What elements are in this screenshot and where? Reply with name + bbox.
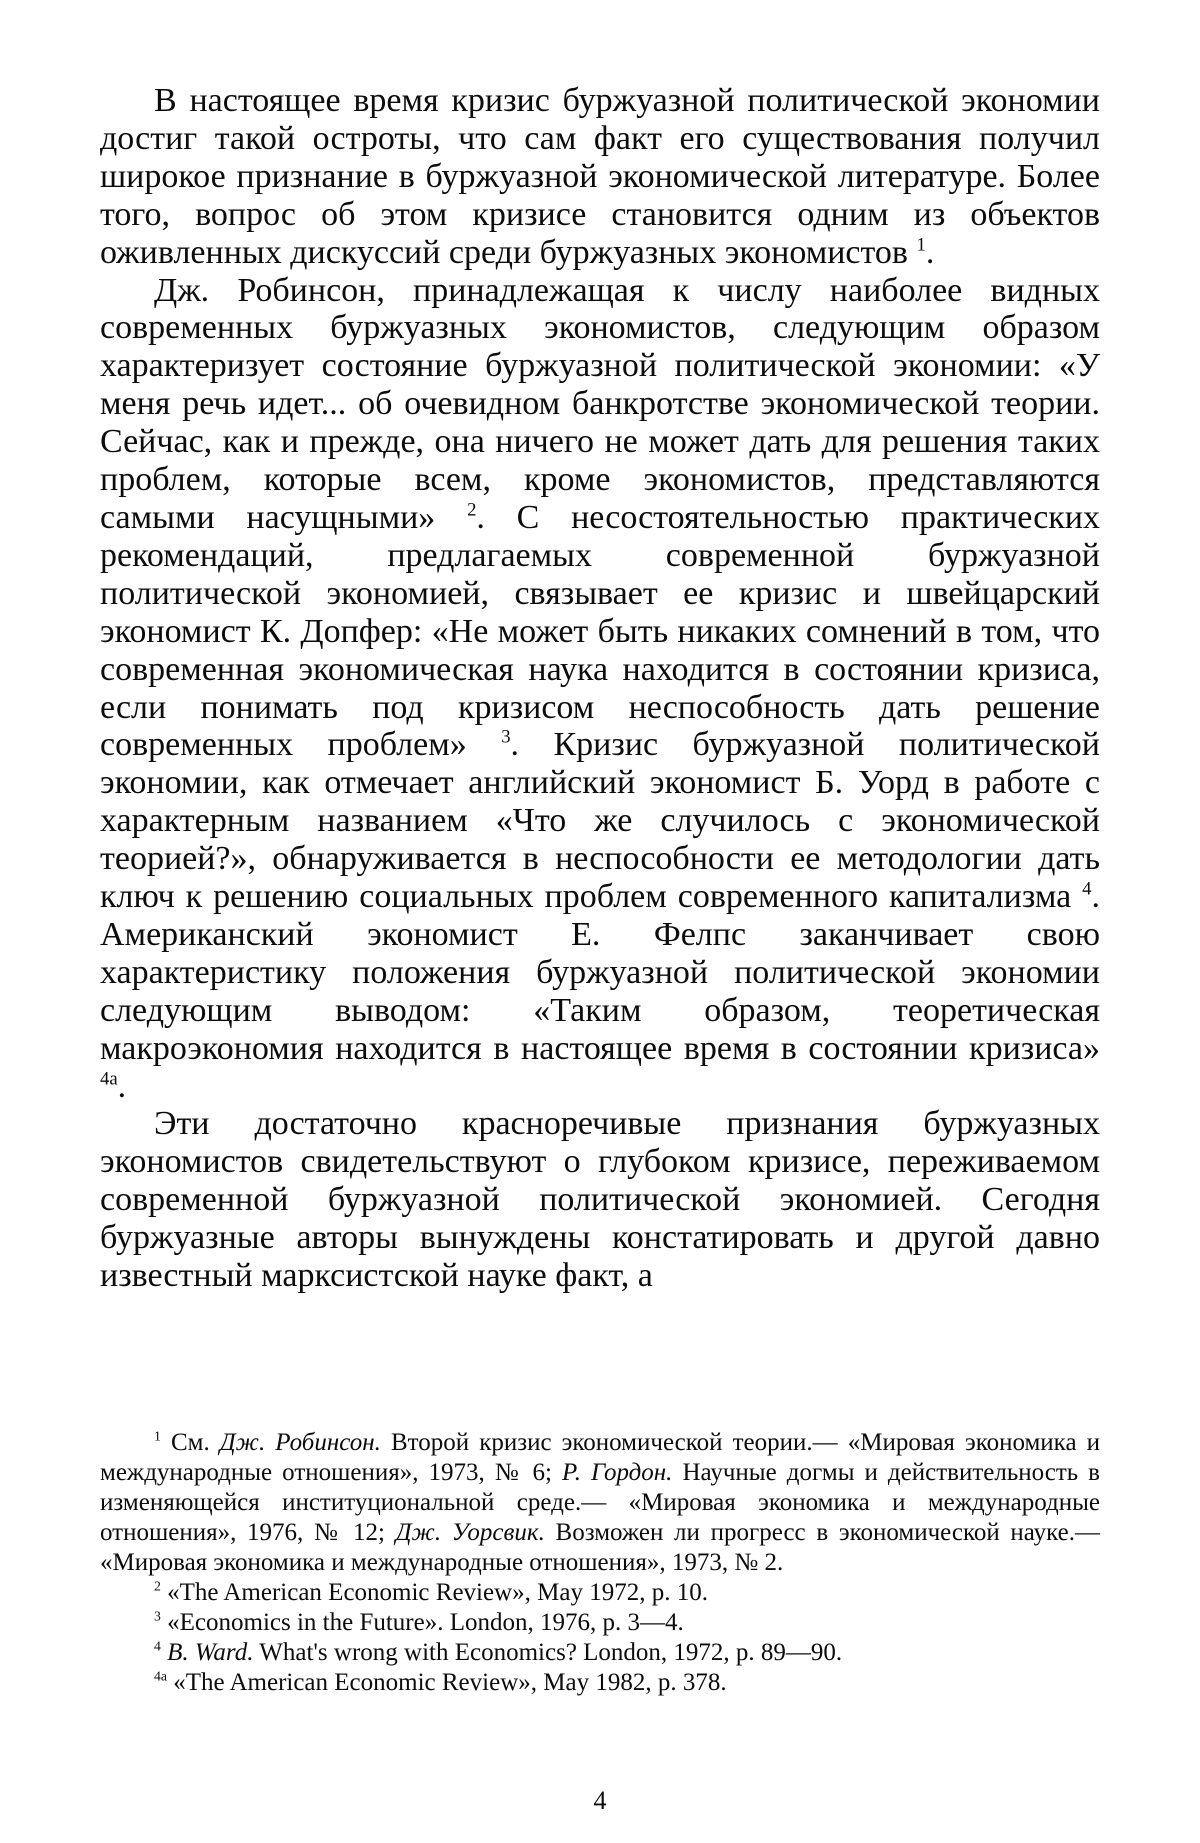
footnote-mark: 4а [154, 1668, 167, 1684]
paragraph-2: Дж. Робинсон, принадлежащая к числу наиболее видных современных буржуазных экономистов, следующим образом характеризует состояние буржуазной политической экономии: «У меня речь идет... об очевидном банкротстве экономической теории. Сейчас, как и прежде, она ничего не может дать для решения таких проблем, которые всем, кроме экономистов, представляются самыми насущными» $^2$. С несостоятельностью практических рекомендаций, предлагаемых современной буржуазной политической экономией, связывает ее кризис и швейцарский экономист К. Допфер: «Не может быть никаких сомнений в том, что современная экономическая наука находится в состоянии кризиса, если понимать под кризисом неспособность дать решение современных проблем» $^3$. Кризис буржуазной политической экономии, как отмечает английский экономист Б. Уорд в работе с характерным названием «Что же случилось с экономической теорией?», обнаруживается в неспособности ее методологии дать ключ к решению социальных проблем современного капитализма $^4$. Американский экономист Е. Фелпс заканчивает свою характеристику положения буржуазной политической экономии следующим выводом: «Таким образом, теоретическая макроэкономия находится в настоящее время в состоянии кризиса» $^{4а}$. [100, 271, 1101, 1105]
footnote-ref-1[interactable]: 1 [916, 234, 926, 256]
footnote-4: $^4$ B. Ward. What's wrong with Economics? London, 1972, p. 89—90. [154, 1638, 843, 1666]
footnote-mark: 3 [154, 1608, 161, 1624]
footnote-2: $^2$ «The American Economic Review», May 1972, p. 10. [154, 1578, 708, 1606]
paragraph-3: Эти достаточно красноречивые признания буржуазных экономистов свидетельствуют о глубоком кризисе, переживаемом современной буржуазной политической экономией. Сегодня буржуазные авторы вынуждены констатировать и другой давно известный марксистской науке факт, а [100, 1105, 1100, 1295]
footnote-mark: 2 [154, 1578, 161, 1594]
page-number: 4 [593, 1786, 607, 1815]
footnote-4a: $^{4а}$ «The American Economic Review», May 1982, p. 378. [154, 1668, 727, 1696]
paragraph-1: В настоящее время кризис буржуазной политической экономии достиг такой остроты, что сам факт его существования получил широкое признание в буржуазной экономической литературе. Более того, вопрос об этом кризисе становится одним из объектов оживленных дискуссий среди буржуазных экономистов $^1$. [100, 82, 1100, 271]
footnote-1: $^1$ См. Дж. Робинсон. Второй кризис экономической теории.— «Мировая экономика и международные отношения», 1973, № 6; Р. Гордон. Научные догмы и действительность в изменяющейся институциональной среде.— «Мировая экономика и международные отношения», 1976, № 12; Дж. Уорсвик. Возможен ли прогресс в экономической науке.— «Мировая экономика и международные отношения», 1973, № 2. [100, 1428, 1100, 1576]
footnote-author: Р. Гордон. [561, 1459, 673, 1486]
footnote-ref-4[interactable]: 4 [1082, 878, 1092, 900]
footnote-3: $^3$ «Economics in the Future». London, 1976, p. 3—4. [154, 1608, 684, 1636]
footnote-mark: 1 [154, 1428, 161, 1444]
footnote-ref-3[interactable]: 3 [501, 727, 511, 749]
footnote-mark: 4 [154, 1638, 161, 1654]
footnotes [100, 1428, 1100, 1698]
footnote-ref-2[interactable]: 2 [467, 499, 477, 521]
footnote-author: B. Ward. [167, 1639, 254, 1666]
footnote-ref-4a[interactable]: 4а [100, 1068, 118, 1090]
footnote-author: Дж. Робинсон. [219, 1429, 381, 1456]
footnote-author: Дж. Уорсвик. [395, 1519, 545, 1546]
main-text [100, 82, 1100, 1295]
